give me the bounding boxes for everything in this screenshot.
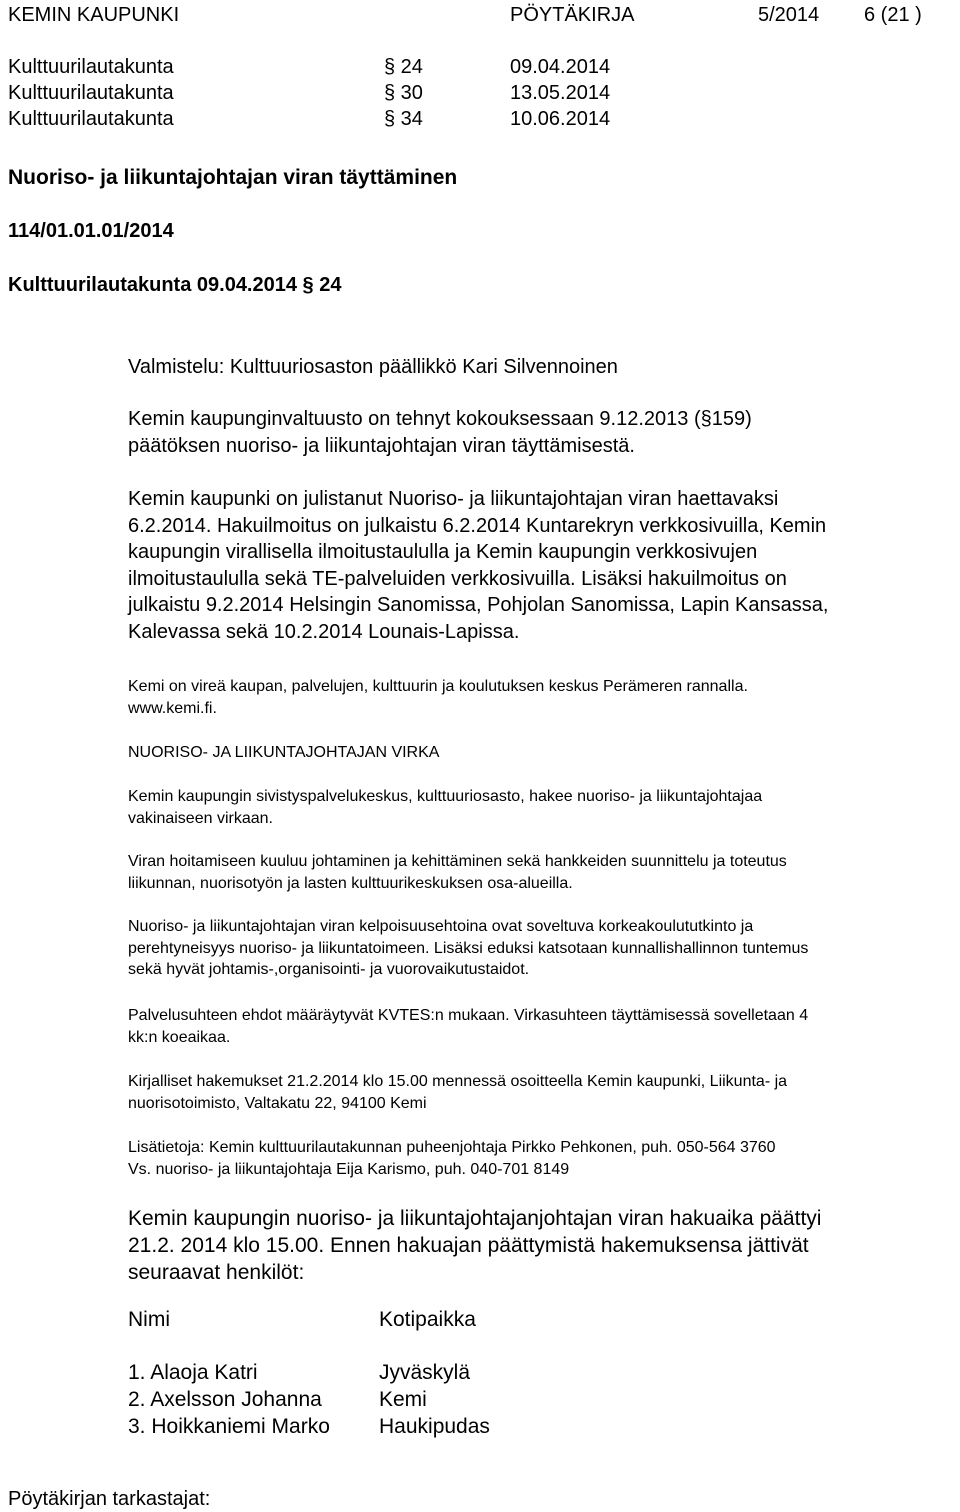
meeting-date: 09.04.2014 bbox=[510, 56, 611, 78]
applicant-name: 1. Alaoja Katri bbox=[128, 1361, 258, 1384]
text-line: sekä hyvät johtamis-,organisointi- ja vuorovaikutustaidot. bbox=[128, 961, 530, 979]
meeting-section: § 24 bbox=[384, 56, 423, 78]
text-line: 6.2.2014. Hakuilmoitus on julkaistu 6.2.2014 Kuntarekryn verkkosivuilla, Kemin bbox=[128, 514, 827, 537]
minutes-checkers-label: Pöytäkirjan tarkastajat: bbox=[8, 1488, 211, 1510]
text-line: 21.2. 2014 klo 15.00. Ennen hakuajan päättymistä hakemuksensa jättivät bbox=[128, 1234, 809, 1257]
applicant-name: 3. Hoikkaniemi Marko bbox=[128, 1415, 330, 1438]
ad-heading bbox=[128, 742, 948, 764]
text-line: kaupungin virallisella ilmoitustaululla ja Kemin kaupungin verkkosivujen bbox=[128, 541, 758, 564]
ad-paragraph bbox=[128, 1005, 948, 1048]
page-title: Nuoriso- ja liikuntajohtajan viran täyttäminen bbox=[8, 166, 458, 189]
text-line: Kemin kaupungin nuoriso- ja liikuntajohtajanjohtajan viran hakuaika päättyi bbox=[128, 1207, 822, 1230]
text-line: liikunnan, nuorisotyön ja lasten kulttuurikeskuksen osa-alueilla. bbox=[128, 874, 573, 892]
meeting-body: Kulttuurilautakunta bbox=[8, 108, 174, 130]
meeting-section: § 30 bbox=[384, 82, 423, 104]
text-line: Vs. nuoriso- ja liikuntajohtaja Eija Karismo, puh. 040-701 8149 bbox=[128, 1160, 570, 1178]
meeting-body: Kulttuurilautakunta bbox=[8, 82, 174, 104]
text-line: seuraavat henkilöt: bbox=[128, 1261, 305, 1284]
text-line: ilmoitustaululla sekä TE-palveluiden verkkosivuilla. Lisäksi hakuilmoitus on bbox=[128, 567, 787, 590]
meeting-body: Kulttuurilautakunta bbox=[8, 56, 174, 78]
ad-paragraph bbox=[128, 786, 948, 829]
paragraph-council-decision bbox=[128, 406, 948, 459]
meeting-section: § 34 bbox=[384, 108, 423, 130]
org-name: KEMIN KAUPUNKI bbox=[8, 4, 180, 26]
column-header-name: Nimi bbox=[128, 1308, 170, 1331]
meeting-date: 10.06.2014 bbox=[510, 108, 611, 130]
diary-number: 114/01.01.01/2014 bbox=[8, 220, 174, 242]
ad-paragraph bbox=[128, 1137, 948, 1180]
text-line: kk:n koeaikaa. bbox=[128, 1028, 231, 1046]
applicant-place: Jyväskylä bbox=[379, 1361, 471, 1384]
meeting-date: 13.05.2014 bbox=[510, 82, 611, 104]
applicant-place: Kemi bbox=[379, 1388, 427, 1411]
paragraph-application-period bbox=[128, 1205, 948, 1286]
ad-paragraph bbox=[128, 1071, 948, 1114]
doc-type: PÖYTÄKIRJA bbox=[510, 4, 635, 26]
text-line: Kalevassa sekä 10.2.2014 Lounais-Lapissa. bbox=[128, 620, 520, 643]
text-line: Lisätietoja: Kemin kulttuurilautakunnan puheenjohtaja Pirkko Pehkonen, puh. 050-564 3760 bbox=[128, 1139, 776, 1156]
meeting-reference: Kulttuurilautakunta 09.04.2014 § 24 bbox=[8, 274, 342, 296]
ad-paragraph bbox=[128, 851, 948, 894]
ad-intro bbox=[128, 676, 948, 719]
doc-number: 5/2014 bbox=[758, 4, 820, 26]
text-line: julkaistu 9.2.2014 Helsingin Sanomissa, Pohjolan Sanomissa, Lapin Kansassa, bbox=[128, 594, 829, 617]
text-line: Kemin kaupunki on julistanut Nuoriso- ja liikuntajohtajan viran haettavaksi bbox=[128, 488, 779, 510]
column-header-place: Kotipaikka bbox=[379, 1308, 476, 1331]
text-line: Palvelusuhteen ehdot määräytyvät KVTES:n mukaan. Virkasuhteen täyttämisessä sovelletaan 4 bbox=[128, 1007, 809, 1024]
page-number: 6 (21 ) bbox=[864, 4, 922, 26]
preparation-line: Valmistelu: Kulttuuriosaston päällikkö Kari Silvennoinen bbox=[128, 356, 618, 378]
text-line: nuorisotoimisto, Valtakatu 22, 94100 Kemi bbox=[128, 1094, 427, 1112]
text-line: perehtyneisyys nuoriso- ja liikuntatoimeen. Lisäksi eduksi katsotaan kunnallishallinnon tuntemus bbox=[128, 939, 809, 957]
applicant-name: 2. Axelsson Johanna bbox=[128, 1388, 322, 1411]
text-line: Viran hoitamiseen kuuluu johtaminen ja kehittäminen sekä hankkeiden suunnittelu ja toteutus bbox=[128, 853, 787, 870]
text-line: vakinaiseen virkaan. bbox=[128, 809, 273, 827]
text-line: päätöksen nuoriso- ja liikuntajohtajan viran täyttämisestä. bbox=[128, 434, 635, 457]
text-line: Kemi on vireä kaupan, palvelujen, kulttuurin ja koulutuksen keskus Perämeren rannalla. bbox=[128, 678, 748, 695]
text-line: Kirjalliset hakemukset 21.2.2014 klo 15.00 mennessä osoitteella Kemin kaupunki, Liikunta- ja bbox=[128, 1073, 788, 1090]
text-line: Kemin kaupunginvaltuusto on tehnyt kokouksessaan 9.12.2013 (§159) bbox=[128, 408, 752, 430]
ad-paragraph bbox=[128, 916, 948, 981]
text-line: Kemin kaupungin sivistyspalvelukeskus, kulttuuriosasto, hakee nuoriso- ja liikuntajohtajaa bbox=[128, 788, 763, 805]
ad-heading-text: NUORISO- JA LIIKUNTAJOHTAJAN VIRKA bbox=[128, 744, 440, 761]
text-line: Nuoriso- ja liikuntajohtajan viran kelpoisuusehtoina ovat soveltuva korkeakoulututkinto ja bbox=[128, 918, 754, 935]
applicant-place: Haukipudas bbox=[379, 1415, 490, 1438]
text-line: www.kemi.fi. bbox=[128, 699, 217, 717]
paragraph-announcement bbox=[128, 486, 948, 646]
